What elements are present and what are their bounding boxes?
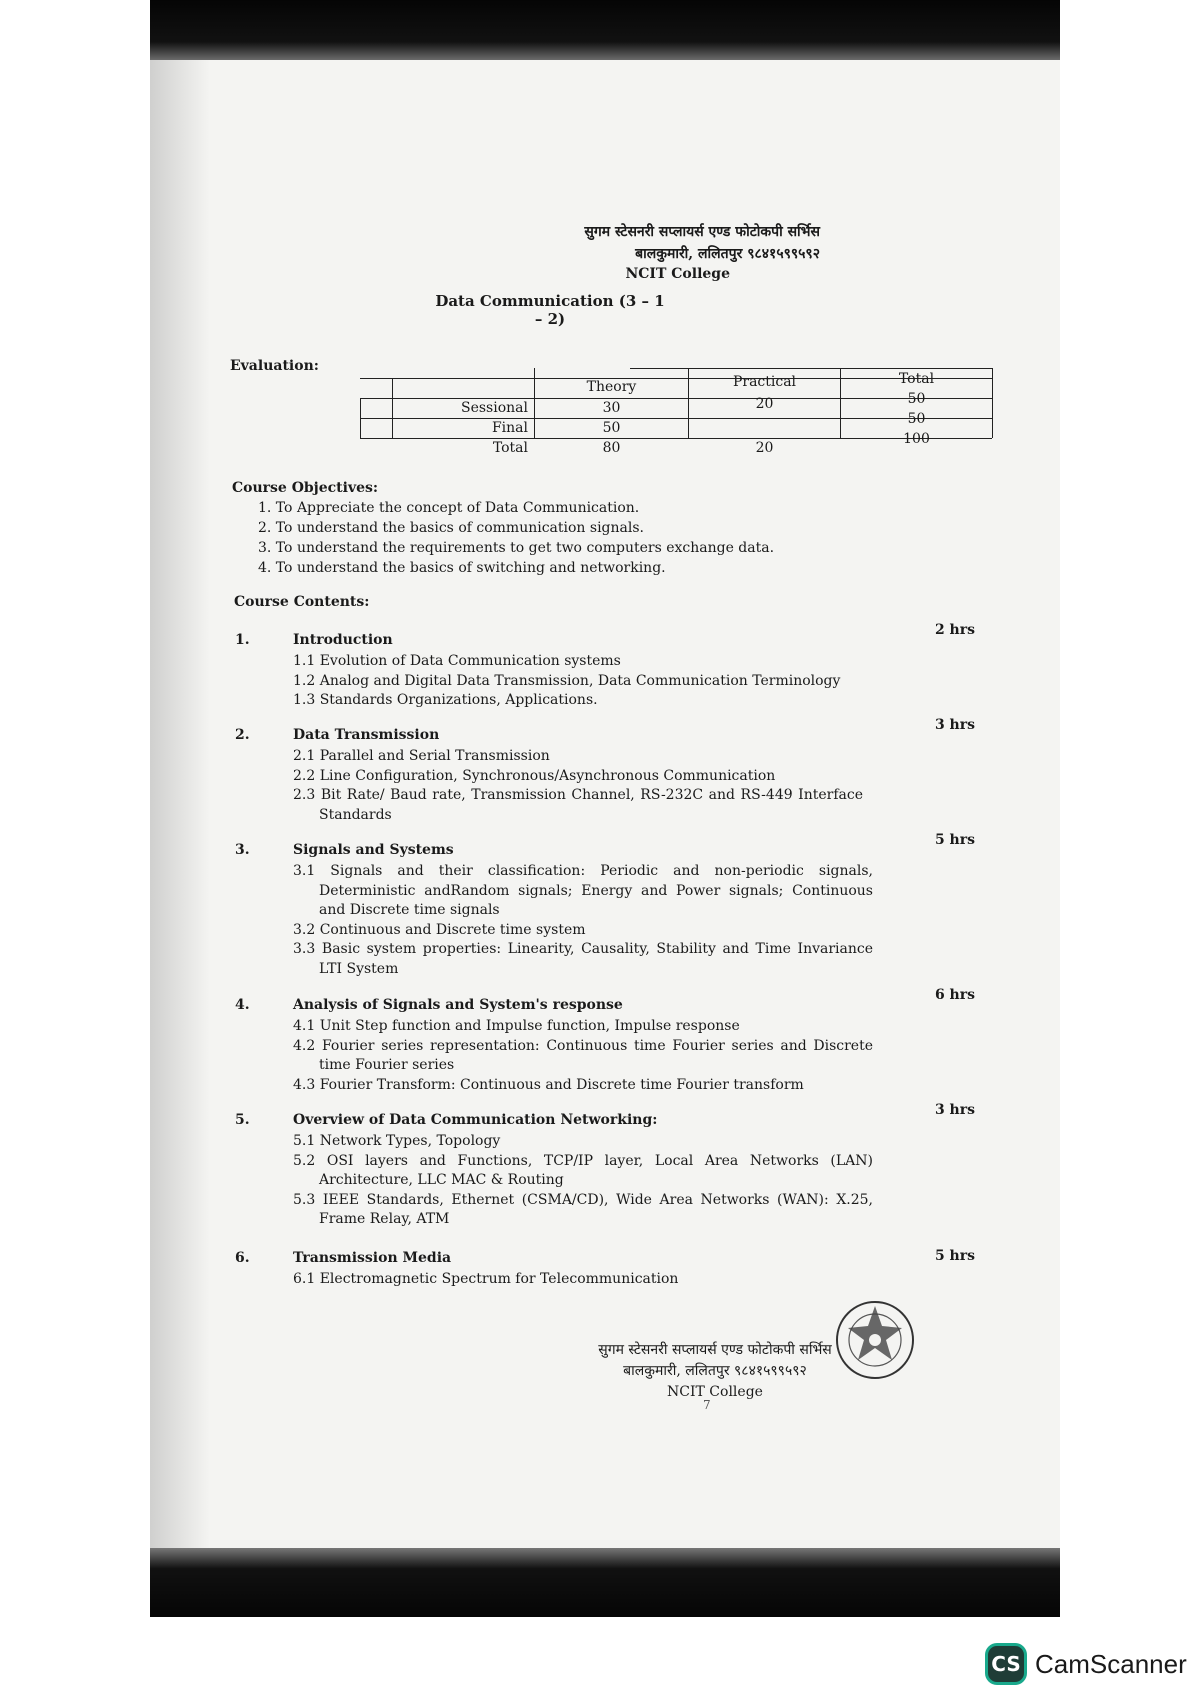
cell-total-practical: 20 (755, 440, 774, 456)
evaluation-heading: Evaluation: (230, 358, 319, 374)
topic-item: 6.1 Electromagnetic Spectrum for Telecommunication (293, 1271, 679, 1287)
topic-item: 4.3 Fourier Transform: Continuous and Discrete time Fourier transform (293, 1076, 804, 1093)
column-header-practical: Practical (732, 374, 797, 390)
cell-sessional-practical: 20 (755, 396, 774, 412)
column-header-total: Total (898, 371, 935, 387)
section-title: Introduction (293, 632, 393, 648)
topic-item: 4.2 Fourier series representation: Continuous time Fourier series and Discrete time Fourier series (293, 1037, 873, 1073)
topic-item: 3.2 Continuous and Discrete time system (293, 921, 586, 938)
header-shop-name: सुगम स्टेसनरी सप्लायर्स एण्ड फोटोकपी सर्भिस (584, 224, 820, 240)
camscanner-logo-icon: CS (985, 1643, 1027, 1685)
section-number: 2. (235, 727, 250, 743)
row-label-sessional: Sessional (461, 400, 528, 416)
scanned-page (150, 0, 1060, 1617)
topic-item: 3.3 Basic system properties: Linearity, Causality, Stability and Time Invariance LTI System (293, 941, 873, 977)
section-number: 4. (235, 997, 250, 1013)
objective-item: 4. To understand the basics of switching and networking. (258, 560, 666, 576)
topic-item: 5.1 Network Types, Topology (293, 1133, 501, 1149)
section-hours: 5 hrs (934, 1248, 975, 1264)
section-hours: 3 hrs (934, 717, 975, 733)
section-hours: 6 hrs (934, 987, 975, 1003)
topic-item: 2.2 Line Configuration, Synchronous/Asynchronous Communication (293, 767, 776, 784)
section-number: 3. (235, 842, 250, 858)
topic-item: 1.1 Evolution of Data Communication systems (293, 653, 621, 669)
topic-item: 1.2 Analog and Digital Data Transmission, Data Communication Terminology (293, 672, 841, 689)
contents-heading: Course Contents: (234, 594, 370, 610)
objective-item: 2. To understand the basics of communication signals. (258, 520, 644, 536)
camscanner-watermark (985, 1642, 1187, 1686)
cell-total-total: 100 (903, 431, 930, 447)
camscanner-brand-name: CamScanner (1035, 1648, 1187, 1679)
section-number: 1. (235, 632, 250, 648)
section-title: Overview of Data Communication Networking: (293, 1112, 658, 1128)
objectives-list (258, 498, 818, 578)
cell-final-total: 50 (907, 411, 926, 427)
section-title: Transmission Media (293, 1250, 452, 1266)
topic-item: 4.1 Unit Step function and Impulse function, Impulse response (293, 1018, 740, 1034)
topic-item: 2.1 Parallel and Serial Transmission (293, 748, 550, 764)
cell-sessional-total: 50 (907, 391, 926, 407)
topic-item: 1.3 Standards Organizations, Applications. (293, 692, 598, 708)
footer-address: बालकुमारी, ललितपुर ९८४१५९९५९२ (623, 1363, 807, 1379)
cell-total-theory: 80 (602, 440, 621, 456)
objectives-heading: Course Objectives: (232, 480, 379, 496)
section-number: 6. (235, 1250, 250, 1266)
header-address: बालकुमारी, ललितपुर ९८४१५९९५९२ (635, 246, 820, 262)
section-title: Signals and Systems (293, 842, 454, 858)
row-label-total: Total (492, 440, 528, 456)
topic-item: 3.1 Signals and their classification: Periodic and non-periodic signals, Deterministic andRandom signals; Energy and Power signals; Continuous and Discrete time signals (293, 863, 873, 918)
section-hours: 3 hrs (934, 1102, 975, 1118)
seal-stamp-icon (830, 1292, 920, 1392)
header-college: NCIT College (625, 266, 730, 282)
cell-final-theory: 50 (602, 420, 621, 436)
document-page (150, 0, 1060, 1617)
section-hours: 5 hrs (934, 832, 975, 848)
row-label-final: Final (491, 420, 528, 436)
section-number: 5. (235, 1112, 250, 1128)
topic-item: 2.3 Bit Rate/ Baud rate, Transmission Channel, RS-232C and RS-449 Interface Standards (293, 787, 863, 823)
footer-college: NCIT College (667, 1384, 763, 1400)
cell-sessional-theory: 30 (602, 400, 621, 416)
topic-item: 5.3 IEEE Standards, Ethernet (CSMA/CD), Wide Area Networks (WAN): X.25, Frame Relay, ATM (293, 1191, 873, 1227)
section-hours: 2 hrs (934, 622, 975, 638)
document-title: Data Communication (3 – 1 – 2) (435, 292, 665, 328)
column-header-theory: Theory (586, 379, 637, 395)
section-title: Data Transmission (293, 727, 440, 743)
objective-item: 3. To understand the requirements to get two computers exchange data. (258, 540, 775, 556)
footer-shop-name: सुगम स्टेसनरी सप्लायर्स एण्ड फोटोकपी सर्भिस (598, 1342, 832, 1358)
page-number: 7 (703, 1398, 711, 1412)
objective-item: 1. To Appreciate the concept of Data Communication. (258, 500, 640, 516)
section-title: Analysis of Signals and System's response (293, 997, 623, 1013)
topic-item: 5.2 OSI layers and Functions, TCP/IP layer, Local Area Networks (LAN) Architecture, LLC MAC & Routing (293, 1152, 873, 1188)
footer-stamp (580, 1340, 850, 1403)
